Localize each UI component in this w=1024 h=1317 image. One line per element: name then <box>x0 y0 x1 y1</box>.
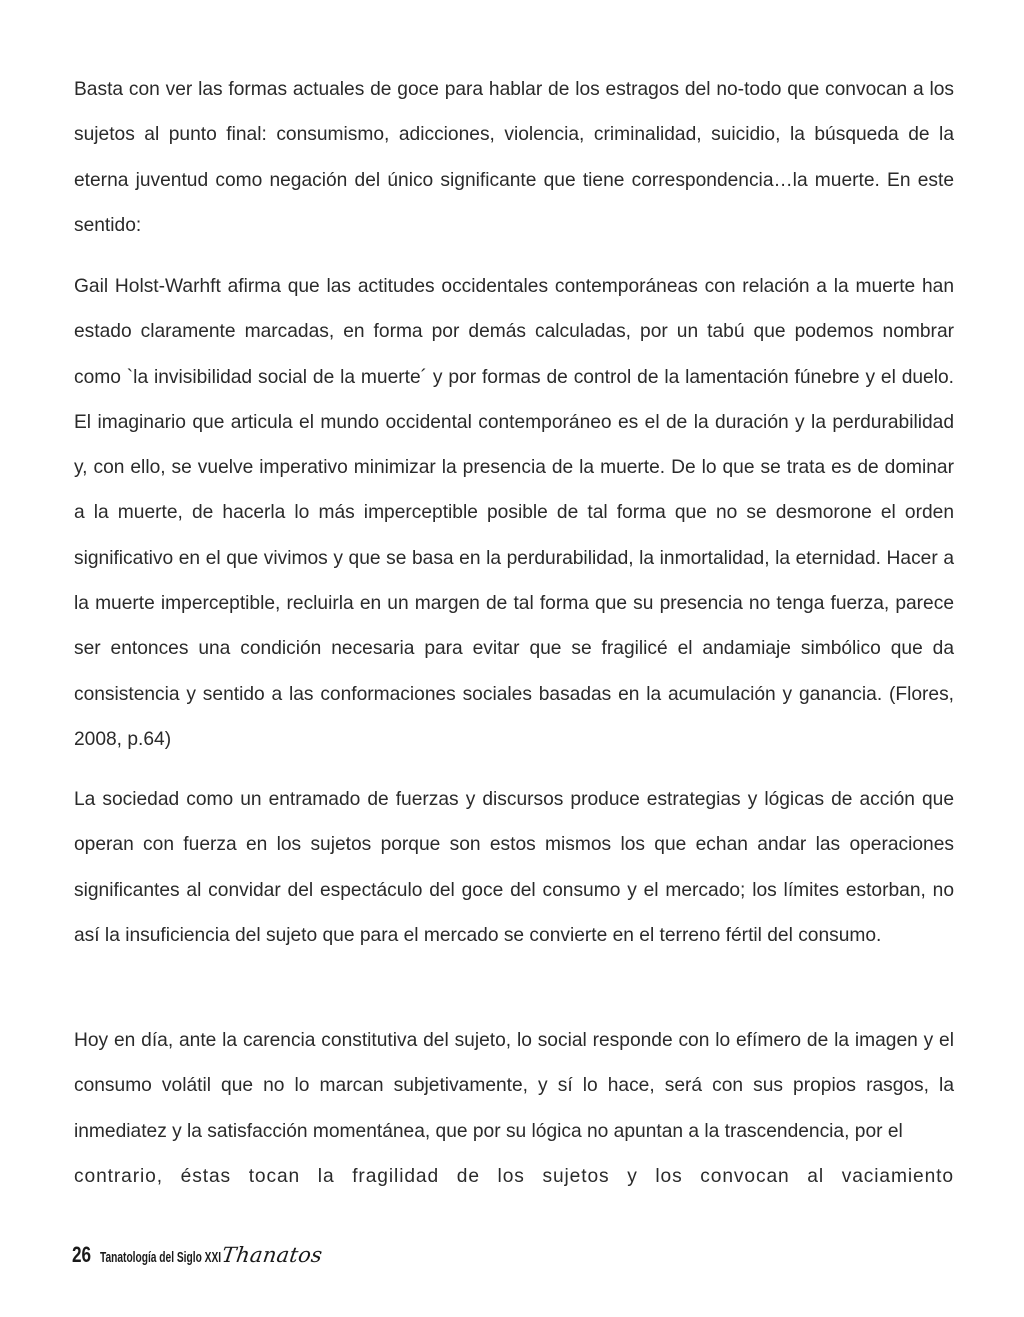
page-footer <box>72 1242 325 1282</box>
block-quote: Gail Holst-Warhft afirma que las actitudes occidentales contemporáneas con relación a la muerte han estado claramente marcadas, en forma por demás calculadas, por un tabú que podemos nombrar como `la invisibilidad social de la muerte´ y por formas de control de la lamentación fúnebre y el duelo. El imaginario que articula el mundo occidental contemporáneo es el de la duración y la perdurabilidad y, con ello, se vuelve imperativo minimizar la presencia de la muerte. De lo que se trata es de dominar a la muerte, de hacerla lo más imperceptible posible de tal forma que no se desmorone el orden significativo en el que vivimos y que se basa en la perdurabilidad, la inmortalidad, la eternidad. Hacer a la muerte imperceptible, recluirla en un margen de tal forma que su presencia no tenga fuerza, parece ser entonces una condición necesaria para evitar que se fragilicé el andamiaje simbólico que da consistencia y sentido a las conformaciones sociales basadas en la acumulación y ganancia. (Flores, 2008, p.64) <box>74 276 954 750</box>
body-paragraph-3: La sociedad como un entramado de fuerzas y discursos produce estrategias y lógicas de acción que operan con fuerza en los sujetos porque son estos mismos los que echan andar las operaciones significantes al convidar del espectáculo del goce del consumo y el mercado; los límites estorban, no así la insuficiencia del sujeto que para el mercado se convierte en el terreno fértil del consumo. <box>74 789 954 946</box>
page-number: 26 <box>72 1242 92 1267</box>
body-paragraph-1: Basta con ver las formas actuales de goce para hablar de los estragos del no-todo que convocan a los sujetos al punto final: consumismo, adicciones, violencia, criminalidad, suicidio, la búsqueda de la eterna juventud como negación del único significante que tiene correspondencia…la muerte. En este sentido: <box>74 79 954 236</box>
body-paragraph-4 <box>74 1018 954 1199</box>
body-paragraph-4-text: Hoy en día, ante la carencia constitutiva del sujeto, lo social responde con lo efímero de la imagen y el consumo volátil que no lo marcan subjetivamente, y sí lo hace, será con sus propios rasgos, la inmediatez y la satisfacción momentánea, que por su lógica no apuntan a la trascendencia, por el <box>74 1030 954 1142</box>
body-paragraph-4-last-line: contrario, éstas tocan la fragilidad de los sujetos y los convocan al vaciamiento <box>74 1165 954 1187</box>
journal-logo: Thanatos <box>220 1243 325 1267</box>
journal-title: Tanatología del Siglo XXI <box>100 1249 222 1266</box>
